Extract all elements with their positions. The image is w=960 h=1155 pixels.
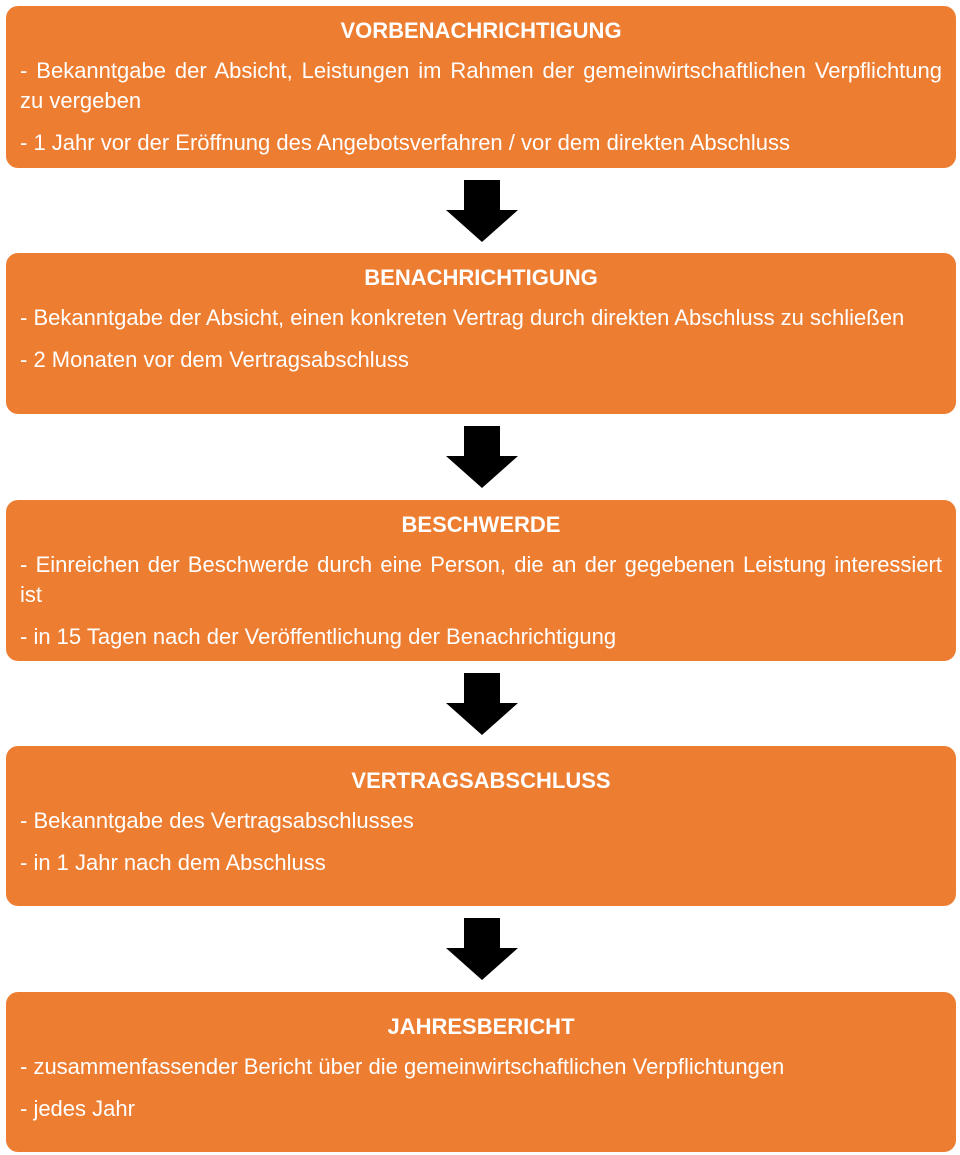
step-box-jahresbericht [6, 992, 956, 1152]
down-arrow-icon [446, 918, 518, 980]
step-timing: - jedes Jahr [20, 1096, 135, 1121]
step-description: - Bekanntgabe der Absicht, einen konkreten Vertrag durch direkten Abschluss zu schließen [20, 305, 905, 330]
step-timing: - in 1 Jahr nach dem Abschluss [20, 850, 326, 875]
step-box-vertragsabschluss [6, 746, 956, 906]
step-timing: - 2 Monaten vor dem Vertragsabschluss [20, 347, 409, 372]
step-description: - Einreichen der Beschwerde durch eine Person, die an der gegebenen Leistung interessiert ist [20, 552, 942, 607]
step-description: - Bekanntgabe des Vertragsabschlusses [20, 808, 414, 833]
step-timing: - in 15 Tagen nach der Veröffentlichung der Benachrichtigung [20, 624, 617, 649]
step-box-benachrichtigung [6, 253, 956, 414]
down-arrow-icon [446, 673, 518, 735]
step-timing: - 1 Jahr vor der Eröffnung des Angebotsverfahren / vor dem direkten Abschluss [20, 130, 791, 155]
step-title: BENACHRICHTIGUNG [364, 265, 598, 290]
step-title: JAHRESBERICHT [387, 1014, 575, 1039]
step-title: VERTRAGSABSCHLUSS [351, 768, 611, 793]
step-description: - zusammenfassender Bericht über die gemeinwirtschaftlichen Verpflichtungen [20, 1054, 785, 1079]
step-description: - Bekanntgabe der Absicht, Leistungen im Rahmen der gemeinwirtschaftlichen Verpflichtung zu vergeben [20, 58, 942, 113]
down-arrow-icon [446, 180, 518, 242]
step-box-vorbenachrichtigung [6, 6, 956, 168]
down-arrow-icon [446, 426, 518, 488]
step-title: VORBENACHRICHTIGUNG [340, 18, 622, 43]
step-box-beschwerde [6, 500, 956, 661]
step-title: BESCHWERDE [401, 512, 561, 537]
